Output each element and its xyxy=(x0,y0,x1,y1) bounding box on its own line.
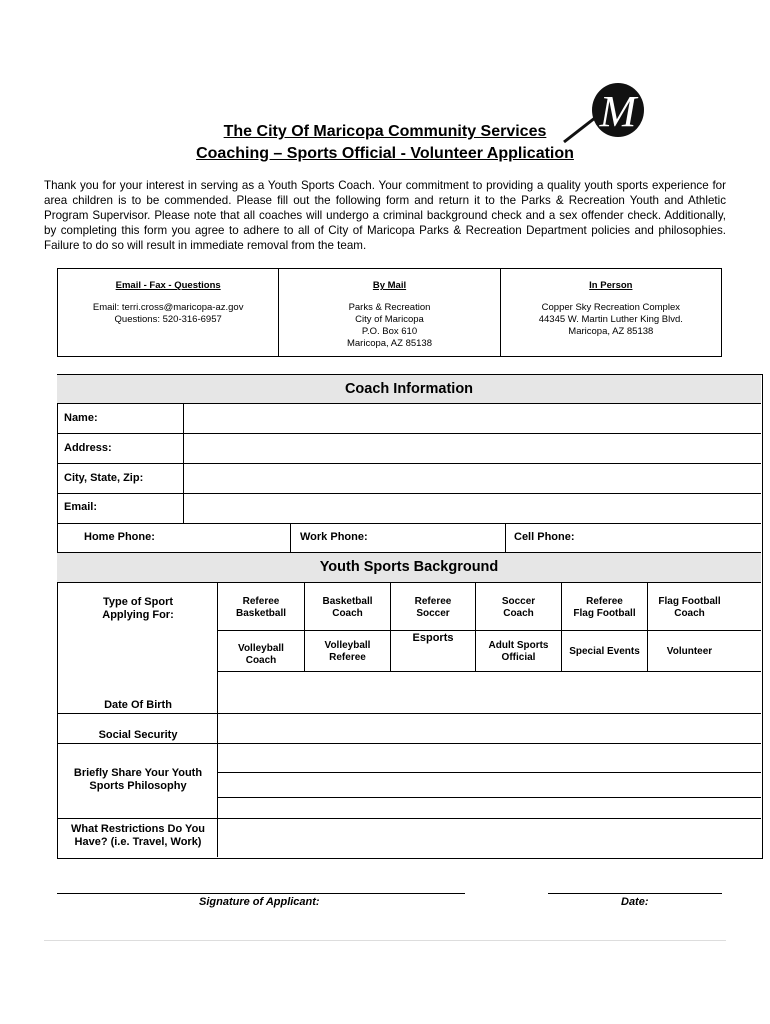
option-referee-soccer[interactable]: Referee Soccer xyxy=(414,596,452,619)
city-state-zip-field[interactable] xyxy=(186,465,758,491)
logo-letter: M xyxy=(599,87,637,136)
restrictions-field[interactable] xyxy=(220,820,758,855)
home-phone-label: Home Phone: xyxy=(84,531,155,543)
restrictions-label: What Restrictions Do You Have? (i.e. Travel, Work) xyxy=(70,823,206,848)
contact-line: 44345 W. Martin Luther King Blvd. xyxy=(538,314,683,325)
contact-line: Maricopa, AZ 85138 xyxy=(568,326,654,337)
divider xyxy=(217,583,218,857)
form-subtitle: Coaching – Sports Official - Volunteer Application xyxy=(196,145,574,162)
philosophy-field[interactable] xyxy=(220,745,758,816)
footer-divider xyxy=(44,940,726,941)
contact-line: Maricopa, AZ 85138 xyxy=(346,338,432,349)
divider xyxy=(57,493,761,494)
divider xyxy=(217,671,761,672)
maricopa-logo xyxy=(560,80,652,146)
contact-line: City of Maricopa xyxy=(355,314,424,325)
option-referee-basketball[interactable]: Referee Basketball xyxy=(235,596,287,619)
name-label: Name: xyxy=(64,412,98,424)
contact-mail xyxy=(278,269,499,356)
contact-line: Copper Sky Recreation Complex xyxy=(541,302,680,313)
option-volunteer[interactable]: Volunteer xyxy=(666,646,713,657)
divider xyxy=(57,743,761,744)
date-line[interactable] xyxy=(548,893,722,894)
divider xyxy=(57,433,761,434)
contact-heading: By Mail xyxy=(372,280,407,291)
signature-label: Signature of Applicant: xyxy=(199,896,320,908)
divider xyxy=(57,713,761,714)
philosophy-label: Briefly Share Your Youth Sports Philosophy xyxy=(73,767,203,792)
contact-line: Email: terri.cross@maricopa-az.gov xyxy=(92,302,244,313)
form-title: The City Of Maricopa Community Services xyxy=(223,123,547,140)
signature-line[interactable] xyxy=(57,893,465,894)
contact-heading: Email - Fax - Questions xyxy=(115,280,221,291)
date-label: Date: xyxy=(621,896,649,908)
dob-label: Date Of Birth xyxy=(104,699,172,711)
contact-table xyxy=(57,268,722,357)
cell-phone-label: Cell Phone: xyxy=(514,531,575,543)
option-basketball-coach[interactable]: Basketball Coach xyxy=(322,596,373,619)
divider xyxy=(505,523,506,552)
intro-paragraph: Thank you for your interest in serving as a Youth Sports Coach. Your commitment to providing a quality youth sports experience for area children is to be commended. Please fill out the following form and return it to the Parks & Recreation Youth and Athletic Program Supervisor. Please note that all coaches will undergo a criminal background check and a sex offender check. Additionally, by completing this form you agree to adhere to all of City of Maricopa Parks & Recreation Department policies and philosophies. Failure to do so will result in immediate removal from the team. xyxy=(44,179,726,252)
email-label: Email: xyxy=(64,501,98,513)
divider xyxy=(57,463,761,464)
option-esports[interactable]: Esports xyxy=(412,632,454,644)
option-special-events[interactable]: Special Events xyxy=(569,646,640,657)
dob-field[interactable] xyxy=(220,674,758,711)
contact-line: Parks & Recreation xyxy=(348,302,431,313)
option-soccer-coach[interactable]: Soccer Coach xyxy=(501,596,536,619)
contact-email xyxy=(58,269,278,356)
address-label: Address: xyxy=(64,442,112,454)
coach-info-heading: Coach Information xyxy=(57,375,761,404)
divider xyxy=(290,523,291,552)
option-volleyball-coach[interactable]: Volleyball Coach xyxy=(238,643,284,666)
email-field[interactable] xyxy=(186,495,758,521)
contact-heading: In Person xyxy=(589,280,633,291)
name-field[interactable] xyxy=(186,405,758,431)
city-state-zip-label: City, State, Zip: xyxy=(64,472,144,484)
option-flag-football-coach[interactable]: Flag Football Coach xyxy=(658,596,721,619)
sport-type-label: Type of Sport Applying For: xyxy=(102,596,174,621)
ssn-label: Social Security xyxy=(98,729,178,741)
contact-line: Questions: 520-316-6957 xyxy=(114,314,222,325)
option-adult-sports-official[interactable]: Adult Sports Official xyxy=(488,640,549,663)
ssn-field[interactable] xyxy=(220,715,758,741)
divider xyxy=(57,818,761,819)
youth-sports-heading: Youth Sports Background xyxy=(57,553,761,583)
option-volleyball-referee[interactable]: Volleyball Referee xyxy=(324,640,371,663)
divider xyxy=(217,630,761,631)
contact-line: P.O. Box 610 xyxy=(361,326,418,337)
divider xyxy=(57,523,761,524)
work-phone-label: Work Phone: xyxy=(300,531,368,543)
contact-in-person xyxy=(500,269,721,356)
address-field[interactable] xyxy=(186,435,758,461)
option-referee-flag-football[interactable]: Referee Flag Football xyxy=(573,596,636,619)
